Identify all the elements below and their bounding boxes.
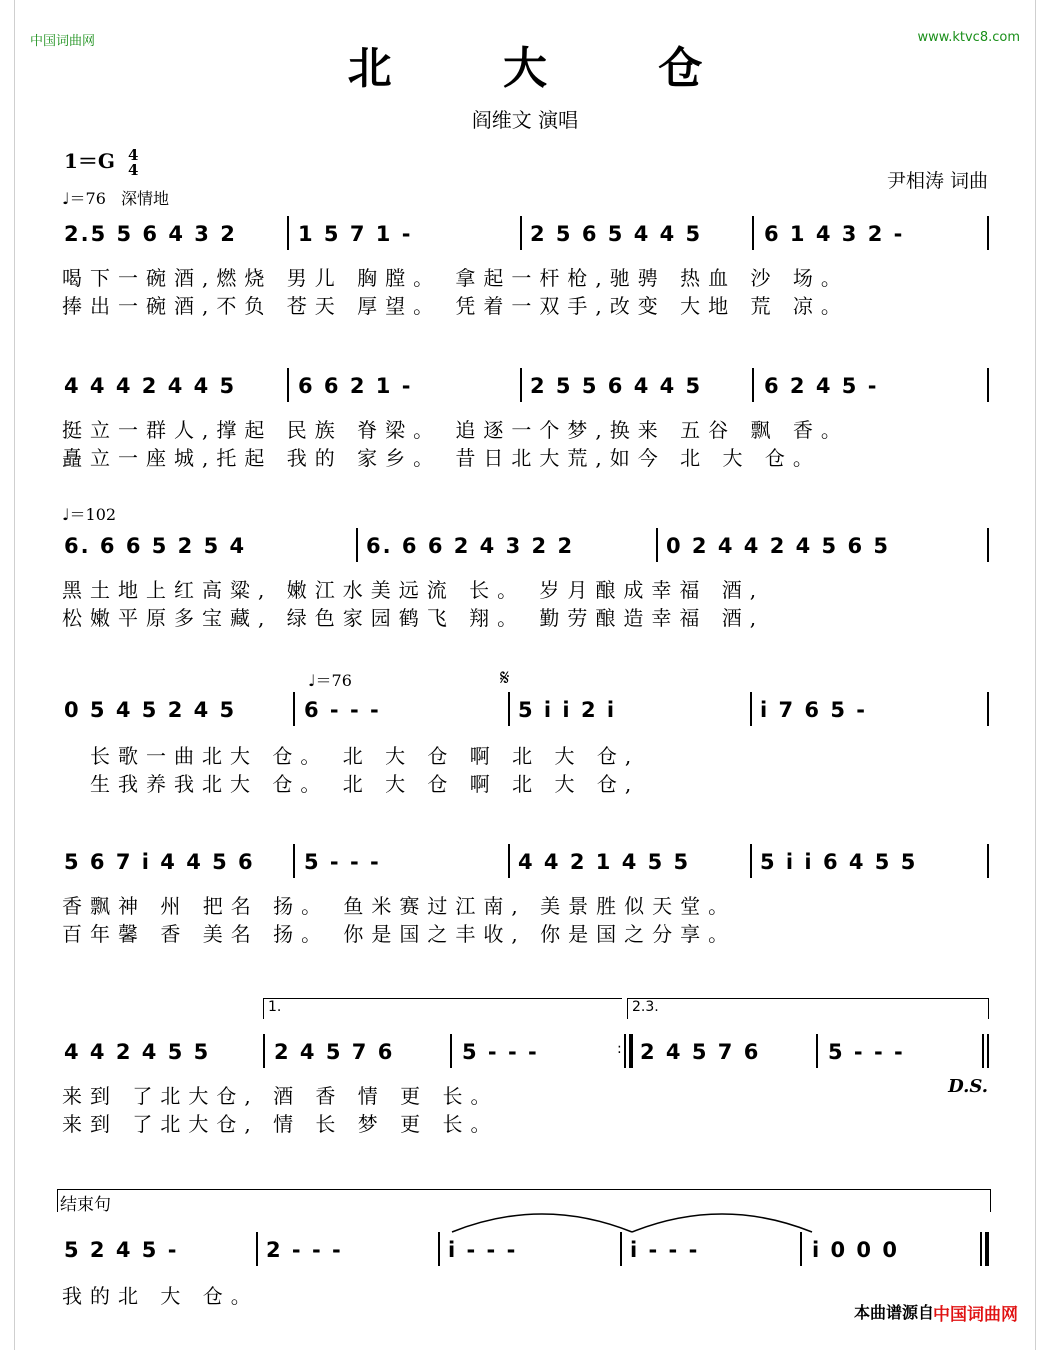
expression-mark: 深情地	[121, 189, 170, 208]
system-7-lyrics: 我的北 大 仓。	[62, 1284, 259, 1308]
system-3-measure-2: 6. 6 6 2 4 3 2 2	[366, 534, 575, 558]
system-7-measure-5: i 0 0 0	[812, 1238, 899, 1262]
system-3-lyrics-verse-2: 松嫩平原多宝藏, 绿色家园鹤飞 翔。 勤劳酿造幸福 酒,	[62, 606, 765, 630]
source-site-link[interactable]: 中国词曲网	[933, 1305, 1018, 1325]
system-4-measure-4: i 7 6 5 -	[760, 698, 867, 722]
segno-sign: 𝄋	[500, 666, 510, 691]
barline	[624, 1034, 626, 1068]
system-6-lyrics-verse-2: 来到 了北大仓, 情 长 梦 更 长。	[62, 1112, 499, 1136]
system-1-measure-3: 2 5 6 5 4 4 5	[530, 222, 703, 246]
barline	[508, 692, 510, 726]
tempo-mark-2: ♩＝102	[62, 505, 117, 524]
system-5-lyrics-verse-1: 香飘神 州 把名 扬。 鱼米赛过江南, 美景胜似天堂。	[62, 894, 737, 918]
barline	[520, 216, 522, 250]
volta-second-ending: 2.3.	[627, 998, 989, 1019]
system-6-measure-4: 2 4 5 7 6	[640, 1040, 761, 1064]
barline	[800, 1232, 802, 1266]
barline	[263, 1034, 265, 1068]
tempo-value: ♩＝76	[62, 189, 106, 208]
barline	[520, 368, 522, 402]
system-1-lyrics-verse-2: 捧出一碗酒,不负 苍天 厚望。 凭着一双手,改变 大地 荒 凉。	[62, 294, 849, 318]
key-signature	[64, 145, 138, 178]
system-1-measure-2: 1 5 7 1 -	[298, 222, 413, 246]
final-barline	[985, 1232, 989, 1266]
system-6-lyrics-verse-1: 来到 了北大仓, 酒 香 情 更 长。	[62, 1084, 499, 1108]
barline	[987, 844, 989, 878]
system-2-measure-1: 4 4 4 2 4 4 5	[64, 374, 237, 398]
ending-label: 结束句	[60, 1195, 111, 1215]
repeat-barline	[629, 1034, 633, 1068]
system-3-measure-3: 0 2 4 4 2 4 5 6 5	[666, 534, 890, 558]
volta-first-ending: 1.	[263, 998, 622, 1019]
system-1-measure-1: 2.5 5 6 4 3 2	[64, 222, 237, 246]
barline	[987, 692, 989, 726]
system-5-measure-3: 4 4 2 1 4 5 5	[518, 850, 691, 874]
left-watermark-strip	[0, 0, 15, 1350]
tie-arcs	[446, 1196, 816, 1236]
source-label: 本曲谱源自	[853, 1303, 934, 1322]
system-5-lyrics-verse-2: 百年馨 香 美名 扬。 你是国之丰收, 你是国之分享。	[62, 922, 737, 946]
system-4-lyrics-verse-2: 生我养我北大 仓。 北 大 仓 啊 北 大 仓,	[90, 772, 640, 796]
system-7-measure-2: 2 - - -	[266, 1238, 343, 1262]
right-watermark-strip	[1035, 0, 1050, 1350]
system-6-measure-5: 5 - - -	[828, 1040, 905, 1064]
system-4-measure-1: 0 5 4 5 2 4 5	[64, 698, 237, 722]
time-signature	[127, 145, 139, 179]
barline	[293, 692, 295, 726]
barline	[987, 528, 989, 562]
system-6-measure-2: 2 4 5 7 6	[274, 1040, 395, 1064]
system-4-lyrics-verse-1: 长歌一曲北大 仓。 北 大 仓 啊 北 大 仓,	[90, 744, 640, 768]
system-7-measure-4: i - - -	[630, 1238, 700, 1262]
system-5-measure-4: 5 i i 6 4 5 5	[760, 850, 918, 874]
system-2-measure-4: 6 2 4 5 -	[764, 374, 879, 398]
barline	[987, 1034, 989, 1068]
singer-credit: 阎维文 演唱	[471, 108, 579, 132]
song-title: 北 大 仓	[347, 43, 751, 94]
system-6-measure-1: 4 4 2 4 5 5	[64, 1040, 211, 1064]
system-4-measure-3: 5 i i 2 i	[518, 698, 617, 722]
tempo-mark-1	[62, 186, 169, 209]
barline	[987, 368, 989, 402]
barline	[256, 1232, 258, 1266]
barline	[750, 692, 752, 726]
system-2-lyrics-verse-1: 挺立一群人,撑起 民族 脊梁。 追逐一个梦,换来 五谷 飘 香。	[62, 418, 849, 442]
barline	[750, 844, 752, 878]
system-1-lyrics-verse-1: 喝下一碗酒,燃烧 男儿 胸膛。 拿起一杆枪,驰骋 热血 沙 场。	[62, 266, 849, 290]
system-7-measure-1: 5 2 4 5 -	[64, 1238, 179, 1262]
barline	[450, 1034, 452, 1068]
system-6-measure-3: 5 - - -	[462, 1040, 539, 1064]
barline	[752, 368, 754, 402]
barline	[287, 216, 289, 250]
barline	[356, 528, 358, 562]
time-top: 4	[127, 145, 139, 164]
system-2-lyrics-verse-2: 矗立一座城,托起 我的 家乡。 昔日北大荒,如今 北 大 仓。	[62, 446, 821, 470]
barline	[752, 216, 754, 250]
composer-credit: 尹相涛 词曲	[886, 170, 988, 192]
dal-segno-mark: D.S.	[948, 1076, 988, 1097]
barline	[293, 844, 295, 878]
time-bottom: 4	[127, 160, 139, 179]
system-3-measure-1: 6. 6 6 5 2 5 4	[64, 534, 247, 558]
system-2-measure-2: 6 6 2 1 -	[298, 374, 413, 398]
system-2-measure-3: 2 5 5 6 4 4 5	[530, 374, 703, 398]
barline	[980, 1232, 982, 1266]
system-5-measure-1: 5 6 7 i 4 4 5 6	[64, 850, 255, 874]
site-name-left: 中国词曲网	[30, 34, 96, 49]
barline	[816, 1034, 818, 1068]
barline	[987, 216, 989, 250]
tie-arc	[632, 1214, 812, 1232]
barline	[982, 1034, 984, 1068]
barline	[287, 368, 289, 402]
barline	[656, 528, 658, 562]
system-5-measure-2: 5 - - -	[304, 850, 381, 874]
site-url-right[interactable]: www.ktvc8.com	[917, 30, 1020, 45]
barline	[438, 1232, 440, 1266]
tie-arc	[452, 1214, 632, 1232]
repeat-dots: :	[617, 1041, 622, 1057]
key-label: 1＝G	[64, 149, 115, 173]
barline	[508, 844, 510, 878]
barline	[620, 1232, 622, 1266]
system-7-measure-3: i - - -	[448, 1238, 518, 1262]
tempo-mark-3: ♩＝76	[308, 671, 352, 690]
system-4-measure-2: 6 - - -	[304, 698, 381, 722]
system-3-lyrics-verse-1: 黑土地上红高粱, 嫩江水美远流 长。 岁月酿成幸福 酒,	[62, 578, 765, 602]
system-1-measure-4: 6 1 4 3 2 -	[764, 222, 905, 246]
